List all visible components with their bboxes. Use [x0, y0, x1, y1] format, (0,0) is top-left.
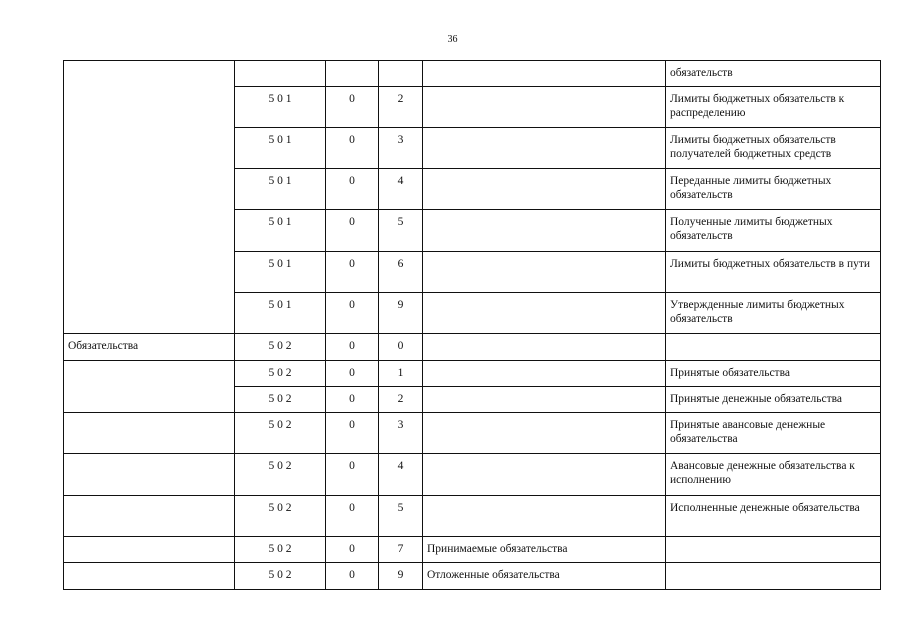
account-code-cell: 5 0 2: [235, 387, 326, 413]
account-code-cell: 5 0 1: [235, 87, 326, 128]
title-cell: [423, 169, 666, 210]
title-cell: Отложенные обязательства: [423, 563, 666, 590]
description-cell: Утвержденные лимиты бюджетных обязательств: [666, 293, 881, 334]
table-row: [64, 413, 881, 454]
group-cell: 0: [326, 496, 379, 537]
digit-cell: 3: [379, 128, 423, 169]
description-cell: обязательств: [666, 61, 881, 87]
digit-cell: 2: [379, 87, 423, 128]
group-cell: 0: [326, 387, 379, 413]
digit-cell: 3: [379, 413, 423, 454]
group-cell: 0: [326, 454, 379, 496]
group-cell: 0: [326, 563, 379, 590]
table-row: [64, 537, 881, 563]
digit-cell: 6: [379, 252, 423, 293]
table-row: [64, 334, 881, 361]
digit-cell: 9: [379, 563, 423, 590]
title-cell: [423, 61, 666, 87]
account-code-cell: 5 0 2: [235, 413, 326, 454]
group-cell: 0: [326, 252, 379, 293]
group-cell: 0: [326, 293, 379, 334]
title-cell: [423, 128, 666, 169]
table-row: [64, 496, 881, 537]
account-code-cell: [235, 61, 326, 87]
account-code-cell: 5 0 1: [235, 210, 326, 252]
accounts-table: [63, 60, 881, 590]
table-row: [64, 361, 881, 387]
description-cell: Лимиты бюджетных обязательств к распределению: [666, 87, 881, 128]
description-cell: Лимиты бюджетных обязательств получателей бюджетных средств: [666, 128, 881, 169]
account-code-cell: 5 0 2: [235, 537, 326, 563]
title-cell: [423, 334, 666, 361]
description-cell: Принятые обязательства: [666, 361, 881, 387]
description-cell: Принятые денежные обязательства: [666, 387, 881, 413]
table-row: [64, 563, 881, 590]
description-cell: [666, 334, 881, 361]
group-cell: 0: [326, 537, 379, 563]
description-cell: Полученные лимиты бюджетных обязательств: [666, 210, 881, 252]
account-code-cell: 5 0 2: [235, 563, 326, 590]
group-cell: 0: [326, 87, 379, 128]
group-cell: [326, 61, 379, 87]
account-name-cell: [64, 537, 235, 563]
table-row: [64, 454, 881, 496]
digit-cell: [379, 61, 423, 87]
title-cell: [423, 454, 666, 496]
table-row: [64, 61, 881, 87]
digit-cell: 5: [379, 210, 423, 252]
description-cell: Авансовые денежные обязательства к исполнению: [666, 454, 881, 496]
digit-cell: 9: [379, 293, 423, 334]
title-cell: [423, 252, 666, 293]
description-cell: Переданные лимиты бюджетных обязательств: [666, 169, 881, 210]
account-code-cell: 5 0 2: [235, 361, 326, 387]
account-name-cell: [64, 361, 235, 413]
title-cell: [423, 361, 666, 387]
account-name-cell: [64, 413, 235, 454]
group-cell: 0: [326, 169, 379, 210]
digit-cell: 4: [379, 454, 423, 496]
account-name-cell: [64, 563, 235, 590]
account-code-cell: 5 0 1: [235, 169, 326, 210]
group-cell: 0: [326, 334, 379, 361]
group-cell: 0: [326, 361, 379, 387]
account-code-cell: 5 0 2: [235, 334, 326, 361]
group-cell: 0: [326, 210, 379, 252]
digit-cell: 0: [379, 334, 423, 361]
digit-cell: 5: [379, 496, 423, 537]
title-cell: [423, 387, 666, 413]
title-cell: [423, 496, 666, 537]
page-number: 36: [447, 34, 458, 45]
digit-cell: 7: [379, 537, 423, 563]
account-name-cell: [64, 61, 235, 334]
title-cell: [423, 293, 666, 334]
description-cell: [666, 537, 881, 563]
group-cell: 0: [326, 128, 379, 169]
account-code-cell: 5 0 1: [235, 128, 326, 169]
title-cell: [423, 210, 666, 252]
account-name-cell: [64, 454, 235, 496]
description-cell: Лимиты бюджетных обязательств в пути: [666, 252, 881, 293]
account-name-cell: [64, 496, 235, 537]
description-cell: Исполненные денежные обязательства: [666, 496, 881, 537]
digit-cell: 2: [379, 387, 423, 413]
group-cell: 0: [326, 413, 379, 454]
account-name-cell: Обязательства: [64, 334, 235, 361]
title-cell: [423, 413, 666, 454]
account-code-cell: 5 0 1: [235, 252, 326, 293]
digit-cell: 4: [379, 169, 423, 210]
description-cell: Принятые авансовые денежные обязательства: [666, 413, 881, 454]
account-code-cell: 5 0 1: [235, 293, 326, 334]
digit-cell: 1: [379, 361, 423, 387]
account-code-cell: 5 0 2: [235, 496, 326, 537]
description-cell: [666, 563, 881, 590]
account-code-cell: 5 0 2: [235, 454, 326, 496]
title-cell: [423, 87, 666, 128]
title-cell: Принимаемые обязательства: [423, 537, 666, 563]
